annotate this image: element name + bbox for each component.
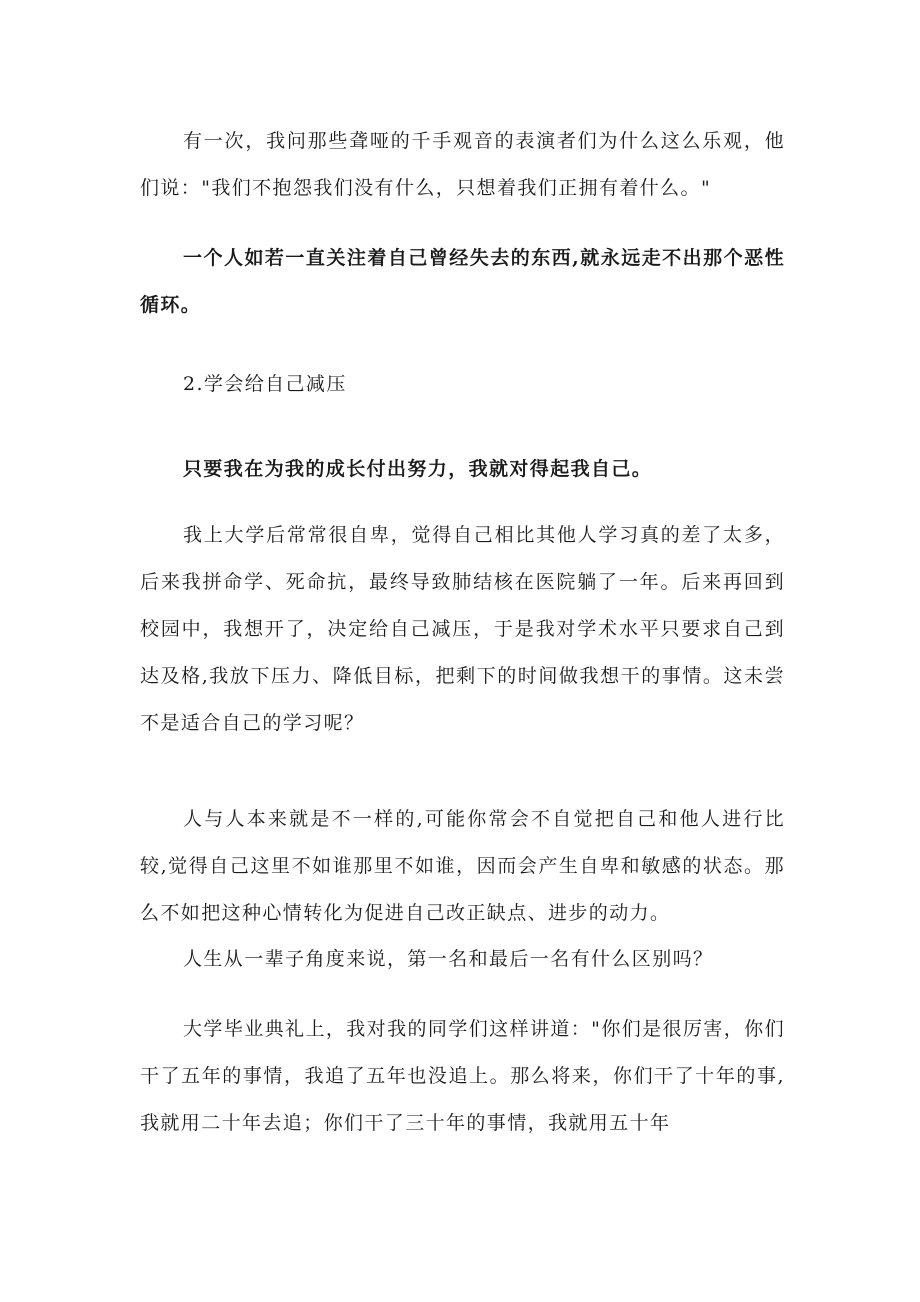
paragraph-graduation-speech: 大学毕业典礼上，我对我的同学们这样讲道："你们是很厉害，你们干了五年的事情，我追了五年也没追上。那么将来，你们干了十年的事,我就用二十年去追；你们干了三十年的事情，我就用五十年 [140, 1018, 785, 1134]
section-heading-reduce-pressure: 2.学会给自己减压 [183, 373, 347, 395]
paragraph-college-story: 我上大学后常常很自卑，觉得自己相比其他人学习真的差了太多，后来我拼命学、死命抗，最终导致肺结核在医院躺了一年。后来再回到校园中，我想开了，决定给自己减压，于是我对学术水平只要求自己到达及格,我放下压力、降低目标，把剩下的时间做我想干的事情。这未尝不是适合自己的学习呢？ [140, 524, 785, 734]
paragraph-effort: 只要我在为我的成长付出努力，我就对得起我自己。 [183, 458, 653, 480]
paragraph-vicious-circle: 一个人如若一直关注着自己曾经失去的东西,就永远走不出那个恶性循环。 [140, 247, 785, 316]
paragraph-comparison: 人与人本来就是不一样的,可能你常会不自觉把自己和他人进行比较,觉得自己这里不如谁那里不如谁，因而会产生自卑和敏感的状态。那么不如把这种心情转化为促进自己改正缺点、进步的动力。 [140, 808, 785, 924]
paragraph-ranking-question: 人生从一辈子角度来说，第一名和最后一名有什么区别吗？ [183, 948, 714, 970]
paragraph-optimism: 有一次，我问那些聋哑的千手观音的表演者们为什么这么乐观，他们说："我们不抱怨我们没有什么，只想着我们正拥有着什么。" [140, 130, 785, 199]
